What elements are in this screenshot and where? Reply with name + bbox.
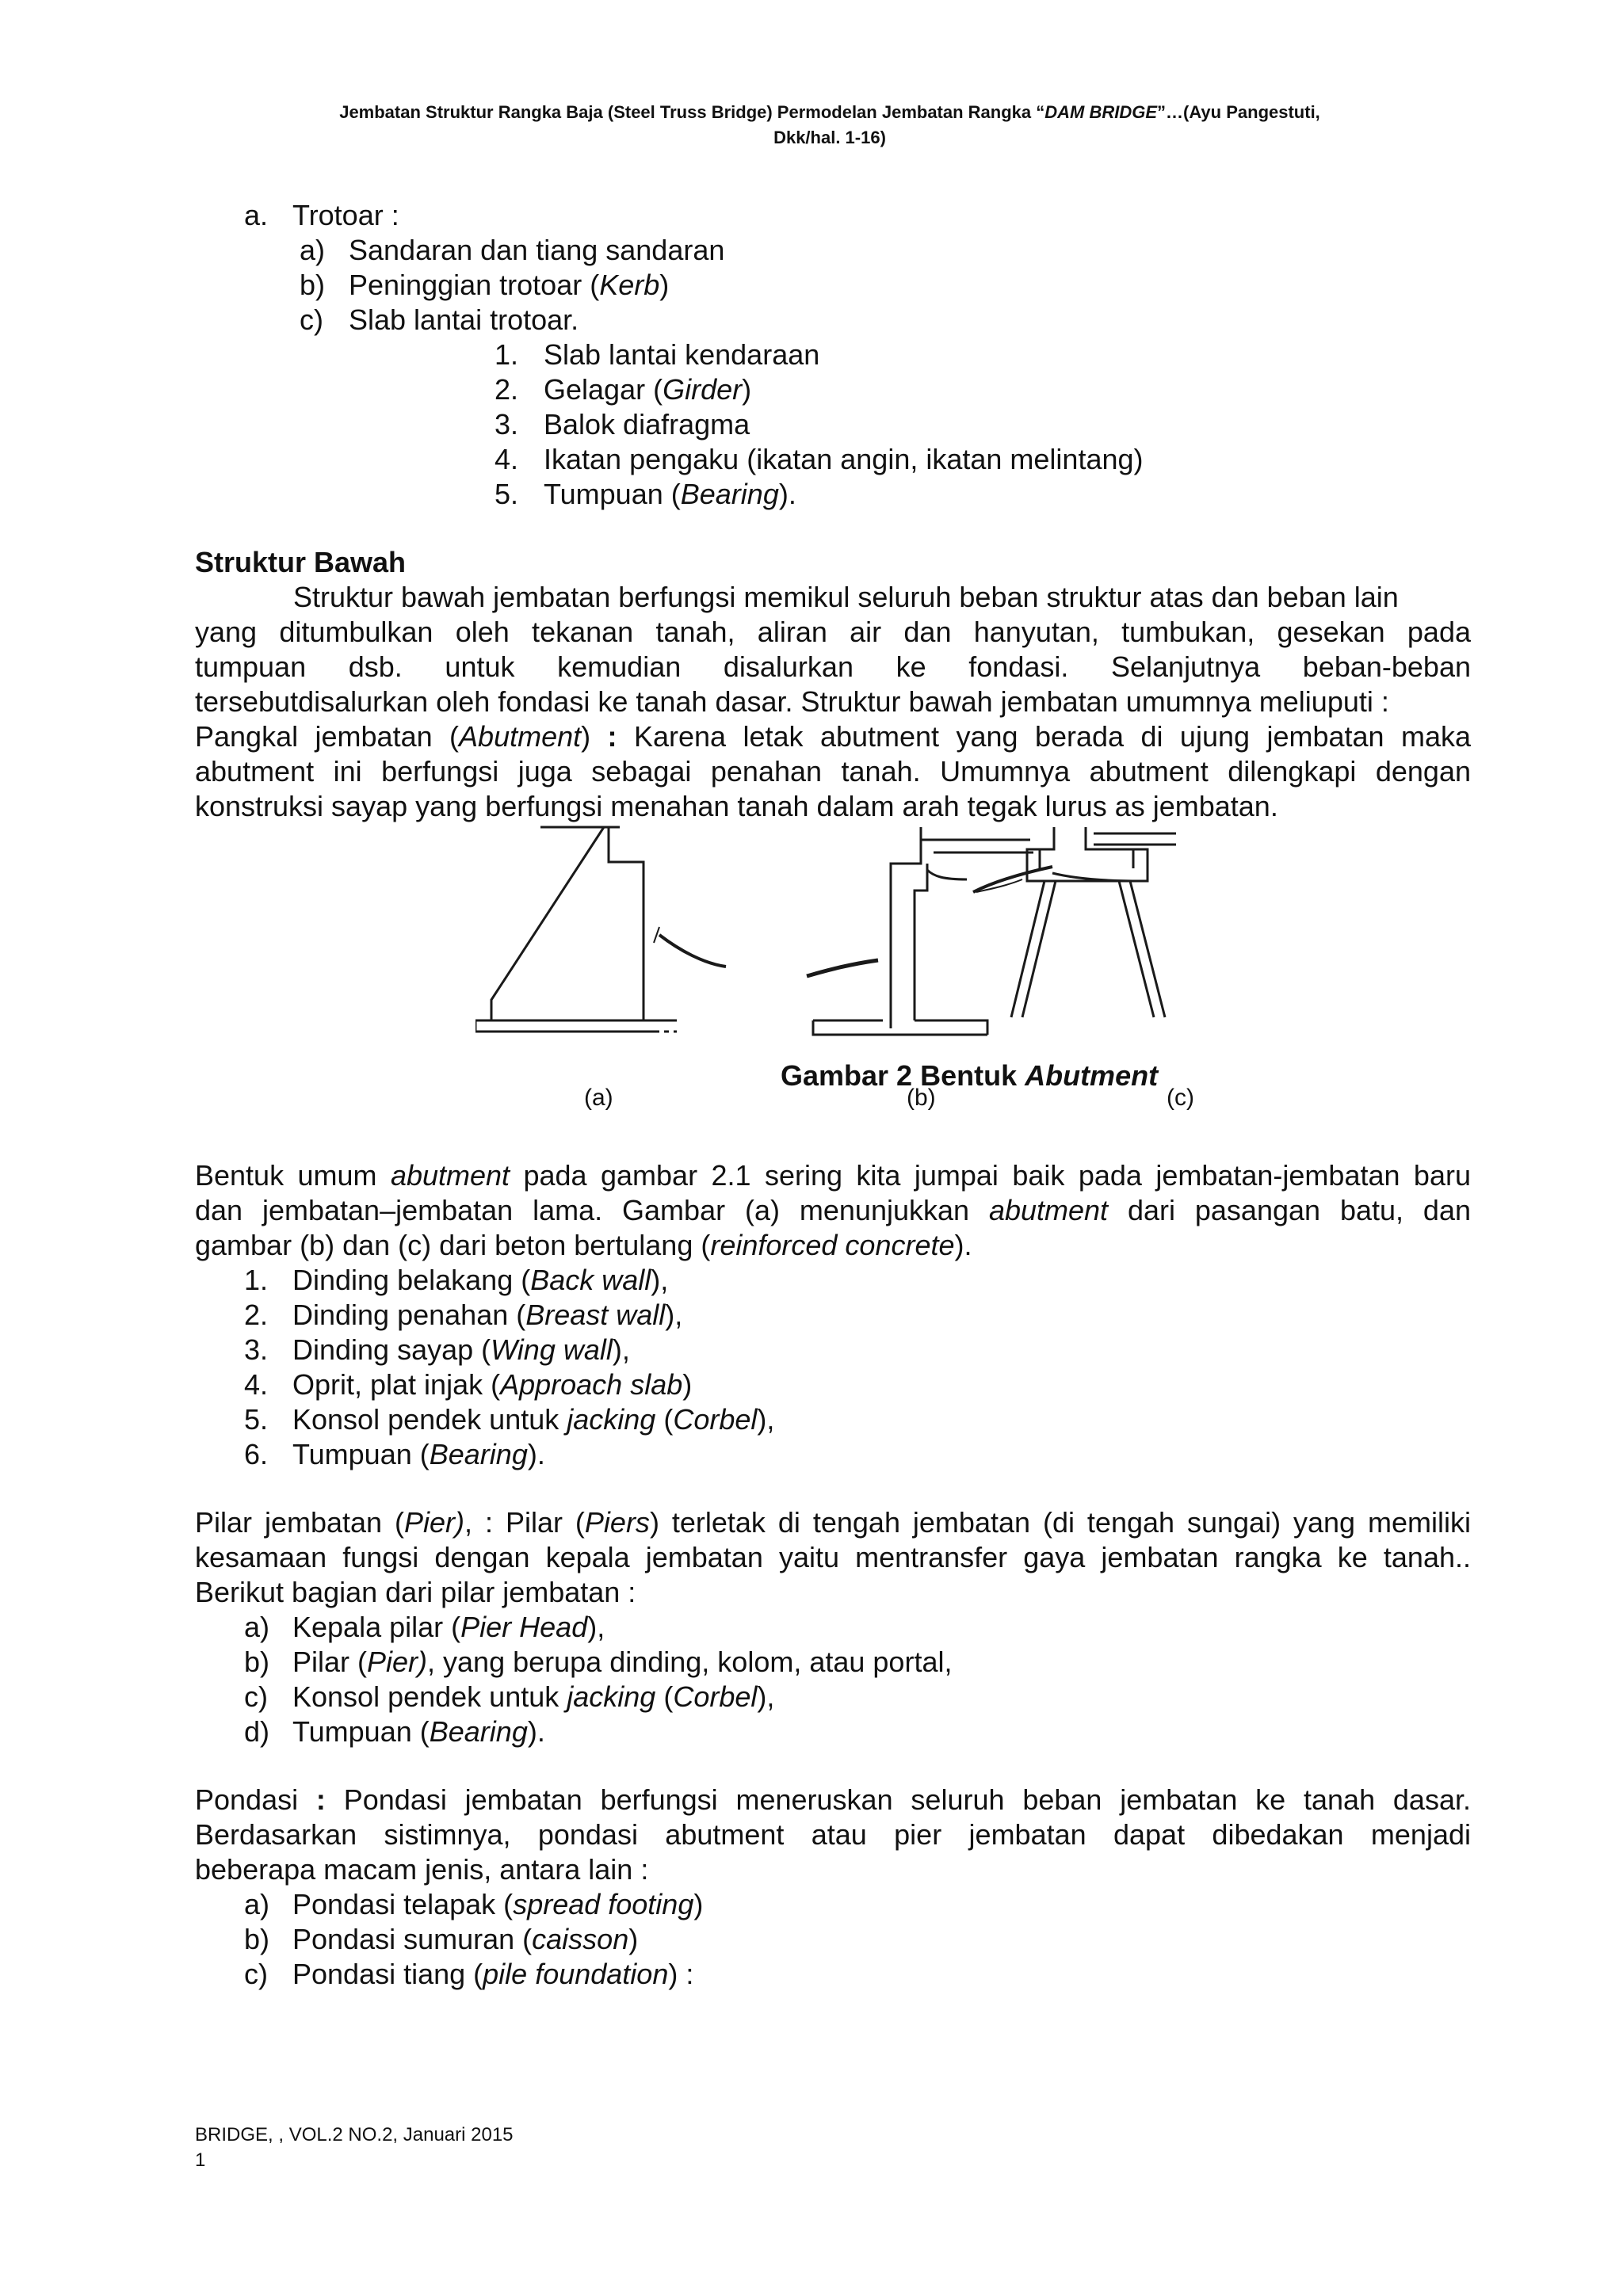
figure-label-b: (b): [907, 1085, 936, 1111]
header-line-1: Jembatan Struktur Rangka Baja (Steel Truss Bridge) Permodelan Jembatan Rangka “DAM BRIDGE”…(Ayu Pangestuti,: [339, 102, 1320, 122]
figure-label-c: (c): [1167, 1085, 1194, 1111]
figure-caption-text: Gambar 2 Bentuk Abutment: [781, 1059, 1159, 1092]
list-item: Oprit, plat injak (Approach slab): [292, 1368, 693, 1401]
list-marker: c): [244, 1958, 268, 1990]
list-marker: 3.: [495, 408, 519, 441]
paragraph-line: tumpuan dsb. untuk kemudian disalurkan ke fondasi. Selanjutnya beban-beban: [195, 650, 1471, 683]
abutment-b-drawing: [807, 827, 1033, 1035]
trotoar-heading: Trotoar :: [292, 199, 399, 231]
list-marker: b): [244, 1923, 270, 1955]
list-item: Tumpuan (Bearing).: [544, 478, 796, 510]
list-item: Peninggian trotoar (Kerb): [349, 269, 670, 301]
paragraph-line: Struktur bawah jembatan berfungsi memikul seluruh beban struktur atas dan beban lain: [293, 581, 1399, 613]
abutment-a-drawing: [475, 827, 726, 1032]
paragraph-line: Bentuk umum abutment pada gambar 2.1 sering kita jumpai baik pada jembatan-jembatan baru: [195, 1159, 1471, 1192]
trotoar-marker: a.: [244, 199, 269, 231]
list-marker: 1.: [495, 338, 519, 371]
list-item: Gelagar (Girder): [544, 373, 752, 406]
paragraph-line: tersebutdisalurkan oleh fondasi ke tanah dasar. Struktur bawah jembatan umumnya meliuputi :: [195, 685, 1389, 718]
list-marker: 5.: [495, 478, 519, 510]
list-marker: 5.: [244, 1403, 269, 1436]
list-item: Konsol pendek untuk jacking (Corbel),: [292, 1403, 775, 1436]
paragraph-line: beberapa macam jenis, antara lain :: [195, 1853, 649, 1886]
list-item: Dinding sayap (Wing wall),: [292, 1333, 630, 1366]
paragraph-line: Berikut bagian dari pilar jembatan :: [195, 1576, 636, 1608]
list-item: Slab lantai kendaraan: [544, 338, 820, 371]
paragraph-line: Berdasarkan sistimnya, pondasi abutment atau pier jembatan dapat dibedakan menjadi: [195, 1818, 1471, 1851]
paragraph-line: gambar (b) dan (c) dari beton bertulang (reinforced concrete).: [195, 1229, 972, 1261]
list-marker: c): [244, 1680, 268, 1713]
list-item: Dinding belakang (Back wall),: [292, 1264, 669, 1296]
list-marker: 2.: [495, 373, 519, 406]
list-marker: c): [300, 303, 323, 336]
paragraph-line: dan jembatan–jembatan lama. Gambar (a) menunjukkan abutment dari pasangan batu, dan: [195, 1194, 1471, 1226]
paragraph-line: yang ditumbulkan oleh tekanan tanah, aliran air dan hanyutan, tumbukan, gesekan pada: [195, 616, 1471, 648]
list-marker: 4.: [495, 443, 519, 475]
list-marker: 3.: [244, 1333, 269, 1366]
list-marker: b): [300, 269, 326, 301]
footer-page-number: 1: [195, 2149, 206, 2171]
abutment-c-drawing: [973, 827, 1176, 1017]
paragraph-line: konstruksi sayap yang berfungsi menahan tanah dalam arah tegak lurus as jembatan.: [195, 790, 1278, 822]
list-marker: b): [244, 1646, 270, 1678]
list-item: Pondasi tiang (pile foundation) :: [292, 1958, 694, 1990]
list-marker: 2.: [244, 1299, 269, 1331]
list-marker: 4.: [244, 1368, 269, 1401]
paragraph-line: kesamaan fungsi dengan kepala jembatan yaitu mentransfer gaya jembatan rangka ke tanah..: [195, 1541, 1471, 1573]
list-item: Sandaran dan tiang sandaran: [349, 234, 725, 266]
list-item: Tumpuan (Bearing).: [292, 1438, 545, 1470]
paragraph-line: Pangkal jembatan (Abutment) : Karena letak abutment yang berada di ujung jembatan maka: [195, 720, 1471, 753]
footer-journal: BRIDGE, , VOL.2 NO.2, Januari 2015: [195, 2124, 514, 2145]
figure-label-a: (a): [584, 1085, 613, 1111]
list-marker: 1.: [244, 1264, 269, 1296]
running-header: [195, 100, 1465, 151]
abutment-figure: [475, 824, 1268, 1062]
paragraph-line: Pilar jembatan (Pier), : Pilar (Piers) terletak di tengah jembatan (di tengah sungai) yang memiliki: [195, 1506, 1472, 1539]
list-item: Pondasi sumuran (caisson): [292, 1923, 639, 1955]
list-marker: a): [244, 1888, 270, 1920]
header-line-2: Dkk/hal. 1-16): [773, 128, 886, 147]
list-item: Balok diafragma: [544, 408, 750, 441]
list-item: Dinding penahan (Breast wall),: [292, 1299, 683, 1331]
paragraph-line: Pondasi : Pondasi jembatan berfungsi meneruskan seluruh beban jembatan ke tanah dasar.: [195, 1783, 1471, 1816]
list-item: Pilar (Pier), yang berupa dinding, kolom, atau portal,: [292, 1646, 953, 1678]
list-marker: 6.: [244, 1438, 269, 1470]
section-heading-struktur-bawah: Struktur Bawah: [195, 546, 407, 578]
paragraph-line: abutment ini berfungsi juga sebagai penahan tanah. Umumnya abutment dilengkapi dengan: [195, 755, 1471, 788]
list-item: Pondasi telapak (spread footing): [292, 1888, 704, 1920]
list-item: Konsol pendek untuk jacking (Corbel),: [292, 1680, 775, 1713]
list-marker: a): [244, 1611, 270, 1643]
figure-caption: [781, 1058, 1158, 1093]
list-marker: a): [300, 234, 326, 266]
list-marker: d): [244, 1715, 270, 1748]
list-item: Slab lantai trotoar.: [349, 303, 579, 336]
list-item: Ikatan pengaku (ikatan angin, ikatan melintang): [544, 443, 1144, 475]
list-item: Kepala pilar (Pier Head),: [292, 1611, 605, 1643]
list-item: Tumpuan (Bearing).: [292, 1715, 545, 1748]
